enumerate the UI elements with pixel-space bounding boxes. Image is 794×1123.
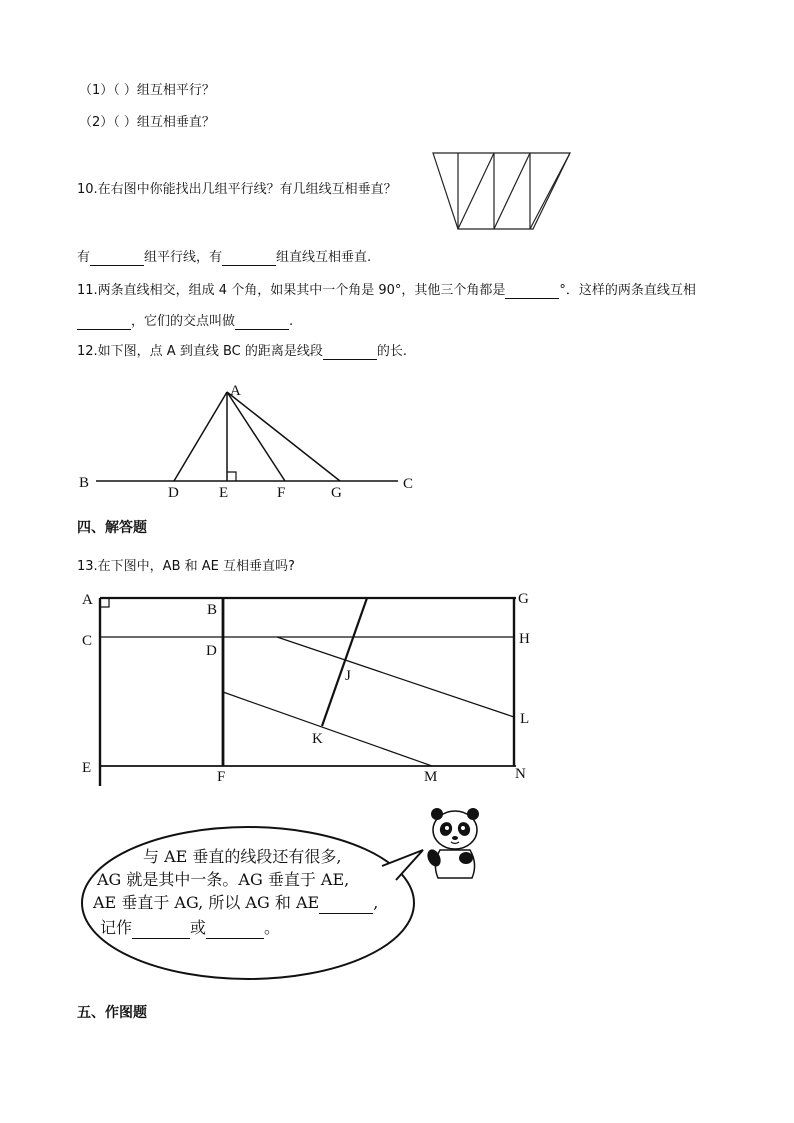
bubble-blank-relation[interactable] (319, 913, 373, 914)
q12-label-a: A (230, 383, 241, 399)
bubble-line4 (100, 917, 280, 939)
q10-answer-mid: 组平行线，有 (144, 250, 223, 265)
q13-label-n: N (515, 766, 526, 782)
bubble-line2: AG 就是其中一条。AG 垂直于 AE, (97, 870, 350, 889)
q13-label-d: D (206, 643, 217, 659)
q12-text-b: 的长. (376, 344, 408, 359)
bubble-line3-comma: , (373, 893, 379, 912)
q13-label-g: G (518, 591, 529, 607)
q11-text-d: . (289, 314, 294, 329)
q13-label-k: K (312, 731, 323, 747)
q13-label-h: H (519, 631, 530, 647)
q13-label-m: M (424, 769, 438, 785)
panda-icon (420, 806, 490, 880)
q12-label-f: F (277, 485, 286, 501)
bubble-blank-notation2[interactable] (206, 938, 264, 939)
q13-label-j: J (345, 668, 351, 684)
q13-label-l: L (520, 711, 530, 727)
q12-label-e: E (219, 485, 229, 501)
q10-question: 10.在右图中你能找出几组平行线？有几组线互相垂直？ (77, 182, 397, 197)
q13-label-a: A (82, 592, 93, 608)
section4-title: 四、解答题 (77, 520, 147, 536)
q11-text-a: 11.两条直线相交，组成 4 个角，如果其中一个角是 90°，其他三个角都是 (77, 283, 506, 298)
q13-label-b: B (207, 602, 218, 618)
bubble-line4-text: 记作 (100, 918, 133, 937)
q9-line2: （2）（ ）组互相垂直？ (79, 115, 215, 130)
q13-label-e: E (82, 760, 92, 776)
q13-question: 13.在下图中，AB 和 AE 互相垂直吗? (77, 559, 295, 574)
q10-answer-prefix: 有 (77, 250, 91, 265)
q13-label-f: F (217, 769, 226, 785)
q12-label-c: C (403, 476, 414, 492)
q12-label-b: B (79, 475, 90, 491)
q11-text-c: ，它们的交点叫做 (131, 314, 236, 329)
q12-label-g: G (331, 485, 342, 501)
bubble-line3-text: AE 垂直于 AG, 所以 AG 和 AE (93, 893, 320, 912)
bubble-blank-notation1[interactable] (132, 938, 190, 939)
q10-answer-suffix: 组直线互相垂直. (276, 250, 372, 265)
q13-label-c: C (82, 633, 93, 649)
section5-title: 五、作图题 (77, 1005, 147, 1021)
bubble-line4-end: 。 (264, 918, 281, 937)
bubble-line4-or: 或 (190, 918, 207, 937)
q12-text-a: 12.如下图，点 A 到直线 BC 的距离是线段 (77, 344, 323, 359)
q9-line1: （1）（ ）组互相平行？ (79, 83, 215, 98)
q11-text-b: °．这样的两条直线互相 (559, 283, 696, 298)
bubble-line3 (93, 892, 378, 914)
bubble-line1: 与 AE 垂直的线段还有很多, (143, 847, 342, 866)
q12-label-d: D (168, 485, 179, 501)
